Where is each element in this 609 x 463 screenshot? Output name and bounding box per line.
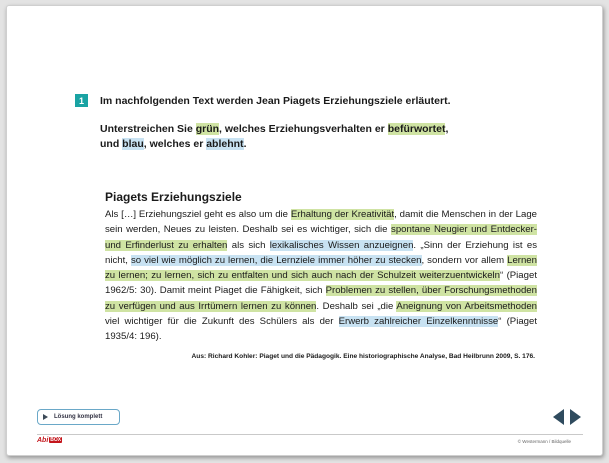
text-title: Piagets Erziehungsziele [105, 190, 242, 204]
approved-keyword: befürwortet [387, 123, 446, 135]
green-highlight: Erhaltung der Kreativität [290, 209, 395, 220]
task-block [75, 94, 545, 152]
rejected-keyword: ablehnt [206, 138, 244, 150]
task-number-badge: 1 [75, 94, 88, 107]
blue-highlight: so viel wie möglich zu lernen, die Lernziele immer höher zu stecken [130, 254, 422, 266]
solution-button-label: Lösung komplett [54, 414, 103, 420]
blue-highlight: lexikalisches Wissen anzueignen [269, 239, 414, 251]
footer-divider [37, 434, 583, 435]
text-body: Als […] Erziehungsziel geht es also um die Erhaltung der Kreativität, damit die Menschen in der Lage sein werden, Neues zu leisten. Deshalb sei es wichtiger, sich die spontane Neugier und Entdecker- und Erfinderlust zu erhalten als sich lexikalisches Wissen anzueignen. „Sinn der Erziehung ist es nicht, so viel wie möglich zu lernen, die Lernziele immer höher zu stecken, sondern vor allem Lernen zu lernen; zu lernen, sich zu entfalten und sich auch nach der Schulzeit weiterzuentwickeln“ (Piaget 1962/5: 30). Damit meint Piaget die Fähigkeit, sich Problemen zu stellen, über Forschungsmethoden zu verfügen und aus Irrtümern lernen zu können. Deshalb sei „die Aneignung von Arbeitsmethoden viel wichtiger für die Zukunft des Schülers als der Erwerb zahlreicher Einzelkenntnisse“ (Piaget 1935/4: 196). [105, 209, 538, 343]
triangle-right-icon [569, 409, 581, 425]
next-page-button[interactable] [567, 408, 583, 426]
task-instruction: Im nachfolgenden Text werden Jean Piagets Erziehungsziele erläutert. [100, 95, 451, 107]
slide-panel [6, 5, 603, 456]
green-keyword: grün [195, 123, 220, 135]
navigation-arrows [551, 408, 583, 426]
blue-highlight: Erwerb zahlreicher Einzelkenntnisse [338, 316, 499, 328]
green-highlight: spontane Neugier und Entdecker- und Erfinderlust zu erhalten [105, 224, 538, 251]
green-highlight: Problemen zu stellen, über Forschungsmethoden zu verfügen und aus Irrtümern lernen zu können [105, 285, 537, 312]
blue-keyword: blau [122, 138, 144, 150]
play-icon [43, 414, 48, 420]
green-highlight: Aneignung von Arbeitsmethoden [396, 300, 537, 312]
solution-complete-button[interactable] [37, 409, 120, 425]
publisher-credit: © Westermann / Bildquelle [517, 439, 571, 444]
triangle-left-icon [553, 409, 565, 425]
green-highlight: Lernen zu lernen; zu lernen, sich zu entfalten und sich auch nach der Schulzeit weiterzuentwickeln [105, 254, 537, 282]
task-subinstruction: Unterstreichen Sie grün, welches Erziehungsverhalten er befürwortet, und blau, welches er ablehnt. [100, 123, 449, 150]
source-citation: Aus: Richard Kohler: Piaget und die Pädagogik. Eine historiographische Analyse, Bad Heilbrunn 2009, S. 176. [191, 352, 535, 360]
abibox-logo: Abi BOX [37, 437, 62, 444]
previous-page-button[interactable] [551, 408, 567, 426]
source-text [105, 190, 537, 360]
